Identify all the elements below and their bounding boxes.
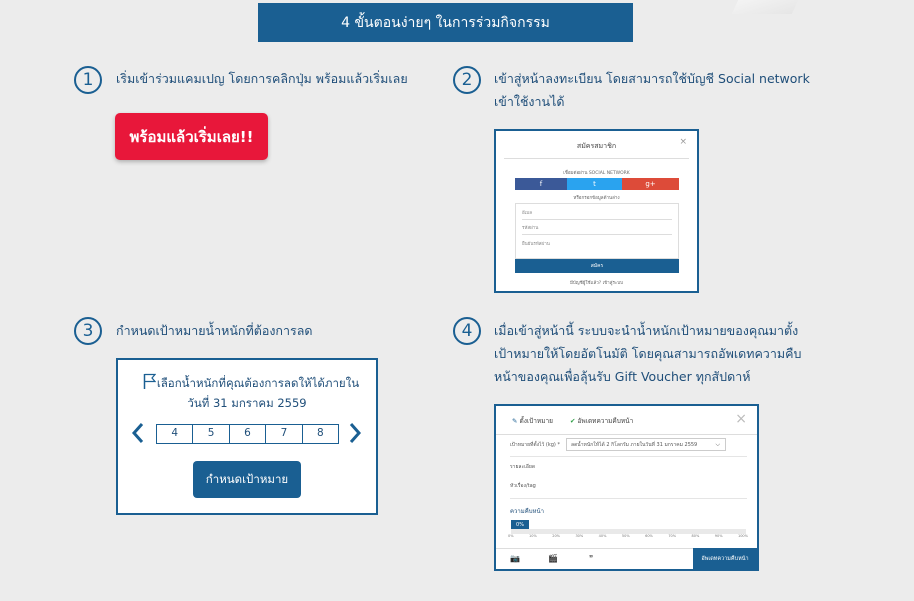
twitter-button[interactable]: t — [567, 178, 622, 190]
weight-option[interactable]: 4 — [157, 425, 193, 443]
page-banner: 4 ขั้นตอนง่ายๆ ในการร่วมกิจกรรม — [258, 3, 633, 42]
register-submit-button[interactable]: สมัคร — [515, 259, 679, 273]
weight-target-selector — [116, 358, 378, 515]
scale-tick: 70% — [668, 534, 677, 538]
scale-tick: 50% — [621, 534, 630, 538]
progress-update-preview — [494, 404, 759, 571]
registration-modal-preview — [494, 129, 699, 293]
divider — [510, 498, 747, 499]
weight-option[interactable]: 8 — [316, 427, 324, 439]
step-4-text — [494, 319, 801, 388]
step-number-3: 3 — [74, 317, 102, 345]
close-icon[interactable]: × — [679, 137, 687, 147]
login-link[interactable]: มีบัญชีผู้ใช้แล้ว? เข้าสู่ระบบ — [569, 281, 624, 286]
scale-tick: 100% — [737, 534, 748, 538]
register-form — [515, 203, 679, 259]
divider — [504, 158, 689, 159]
weight-number-picker — [156, 424, 339, 444]
progress-percent-badge: 0% — [511, 520, 529, 529]
step-3-text: กำหนดเป้าหมายน้ำหนักที่ต้องการลด — [116, 323, 313, 338]
step-number-4: 4 — [453, 317, 481, 345]
target-instruction: เลือกน้ำหนักที่คุณต้องการลดให้ได้ภายใน — [156, 376, 360, 390]
scale-tick: 30% — [575, 534, 584, 538]
camera-icon[interactable]: 📷 — [510, 554, 520, 563]
goal-select[interactable] — [566, 438, 726, 451]
weight-option[interactable]: 6 — [230, 425, 266, 443]
close-icon[interactable]: × — [735, 411, 747, 427]
tag-field[interactable]: หัวเรื่อง/tag — [510, 483, 536, 489]
scale-tick: 20% — [552, 534, 560, 538]
confirm-password-field[interactable]: ยืนยันรหัสผ่าน — [522, 241, 550, 247]
quote-icon[interactable]: ❞ — [589, 554, 594, 563]
progress-label: ความคืบหน้า — [510, 508, 544, 515]
step-4-line-2: เป้าหมายให้โดยอัตโนมัติ โดยคุณสามารถอัพเดทความคืบ — [494, 346, 802, 361]
check-icon: ✔ — [570, 417, 576, 425]
scale-tick: 0% — [508, 534, 514, 538]
google-plus-button[interactable]: g+ — [622, 178, 679, 190]
target-date: วันที่ 31 มกราคม 2559 — [187, 396, 307, 410]
step-2-line-1: เข้าสู่หน้าลงทะเบียน โดยสามารถใช้บัญชี Social network — [494, 71, 810, 86]
goal-select-value: ลดน้ำหนักให้ได้ 2 กิโลกรัม ภายในวันที่ 31 มกราคม 2559 — [571, 441, 698, 448]
chevron-right-icon[interactable] — [348, 422, 362, 449]
step-2-text — [494, 67, 810, 113]
progress-tabs — [496, 406, 757, 435]
details-field[interactable]: รายละเอียด — [510, 464, 536, 470]
divider — [510, 456, 747, 457]
pencil-icon: ✎ — [512, 417, 518, 425]
progress-footer — [496, 548, 757, 569]
step-4-line-3: หน้าของคุณเพื่อลุ้นรับ Gift Voucher ทุกสัปดาห์ — [494, 369, 751, 384]
step-4-line-1: เมื่อเข้าสู่หน้านี้ ระบบจะนำน้ำหนักเป้าหมายของคุณมาตั้ง — [494, 323, 799, 338]
register-title: สมัครสมาชิก — [576, 142, 617, 150]
set-target-button[interactable]: กำหนดเป้าหมาย — [193, 461, 301, 498]
step-2-line-2: เข้าใช้งานได้ — [494, 94, 565, 109]
tab-set-goal-label: ตั้งเป้าหมาย — [519, 417, 553, 425]
social-caption: เชื่อมต่อผ่าน SOCIAL NETWORK — [563, 171, 630, 176]
step-number-1: 1 — [74, 66, 102, 94]
email-field[interactable]: อีเมล — [522, 206, 672, 220]
tab-update-progress[interactable] — [570, 416, 633, 426]
password-field[interactable]: รหัสผ่าน — [522, 221, 672, 235]
scale-tick: 90% — [714, 534, 723, 538]
step-number-2: 2 — [453, 66, 481, 94]
progress-scale — [508, 534, 748, 538]
or-caption: หรือกรอกข้อมูลด้านล่าง — [573, 196, 620, 201]
start-now-button[interactable]: พร้อมแล้วเริ่มเลย!! — [115, 113, 268, 160]
scale-tick: 40% — [598, 534, 607, 538]
facebook-button[interactable]: f — [515, 178, 567, 190]
update-progress-button[interactable]: อัพเดทความคืบหน้า — [693, 548, 757, 569]
chevron-left-icon[interactable] — [131, 422, 145, 449]
weight-option[interactable]: 7 — [266, 425, 302, 443]
scale-tick: 60% — [645, 534, 653, 538]
tab-update-progress-label: อัพเดทความคืบหน้า — [577, 417, 634, 425]
chevron-down-icon: ⌵ — [715, 440, 720, 448]
scale-tick: 80% — [691, 534, 700, 538]
decorative-shape — [732, 0, 799, 14]
video-icon[interactable]: 🎬 — [548, 554, 558, 563]
step-1-text: เริ่มเข้าร่วมแคมเปญ โดยการคลิกปุ่ม พร้อมแล้วเริ่มเลย — [116, 71, 408, 86]
tab-set-goal[interactable] — [512, 416, 553, 426]
scale-tick: 10% — [529, 534, 537, 538]
goal-label: เป้าหมายที่ตั้งไว้ (kg) * — [510, 442, 560, 448]
weight-option[interactable]: 5 — [193, 425, 229, 443]
